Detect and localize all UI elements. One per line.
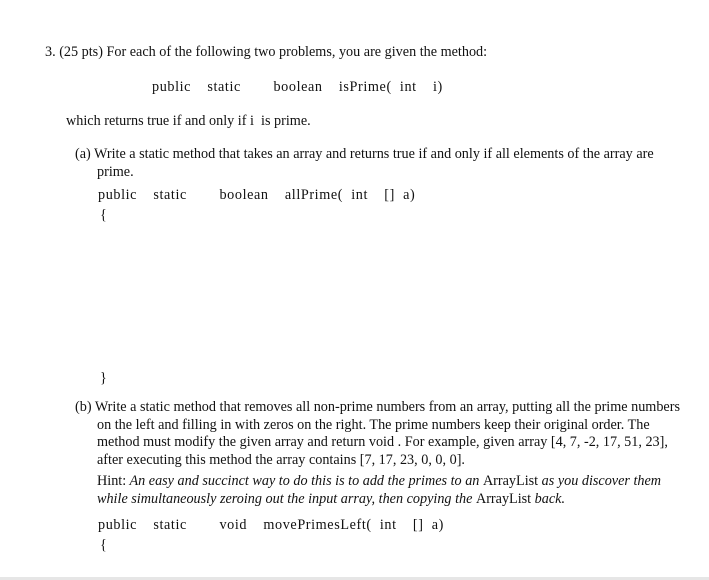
part-b-signature: public static void movePrimesLeft( int [] a) bbox=[98, 517, 444, 533]
hint-text-3: back. bbox=[531, 490, 566, 507]
hint-label: Hint: bbox=[97, 473, 127, 489]
hint-text-2: as you discover them while simultaneously zeroing out the input array, then copying the bbox=[97, 473, 662, 507]
part-a-open-brace: { bbox=[100, 207, 108, 223]
hint-code-arraylist-1: ArrayList bbox=[482, 473, 539, 489]
part-a-signature: public static boolean allPrime( int [] a) bbox=[98, 187, 416, 203]
given-method-signature: public static boolean isPrime( int i) bbox=[152, 79, 443, 95]
part-a-close-brace: } bbox=[100, 370, 108, 386]
given-method-description: which returns true if and only if i is prime. bbox=[66, 113, 311, 129]
part-b-instructions: (b) Write a static method that removes all non-prime numbers from an array, putting all the prime numbers on the left and filling in with zeros on the right. The prime numbers keep their original order. The method must modify the given array and return void . For example, given array [4, 7, -2, 17, 51, 23], after executing this method the array contains [7, 17, 23, 0, 0, 0]. bbox=[75, 399, 680, 468]
part-a-instructions: (a) Write a static method that takes an array and returns true if and only if all elements of the array are prime. bbox=[75, 146, 654, 180]
question-header: 3. (25 pts) For each of the following two problems, you are given the method: bbox=[45, 44, 488, 60]
part-b-hint bbox=[97, 473, 667, 508]
part-b-open-brace: { bbox=[100, 537, 108, 553]
hint-text-1: An easy and succinct way to do this is to add the primes to an bbox=[126, 473, 483, 489]
hint-code-arraylist-2: ArrayList bbox=[475, 490, 532, 507]
